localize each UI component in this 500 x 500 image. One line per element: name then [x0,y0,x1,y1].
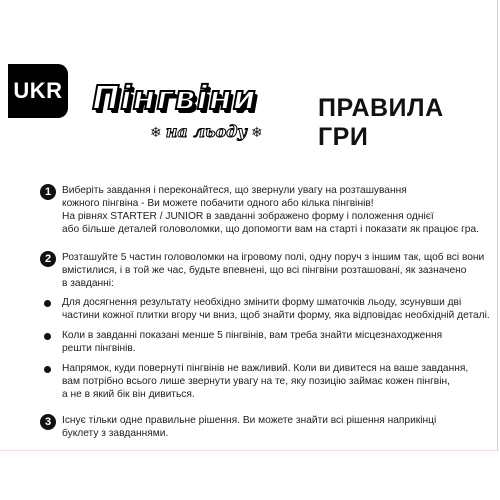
logo-subtitle: на льоду [165,122,247,141]
rule-line: буклету з завданнями. [62,428,169,439]
rules-title: ПРАВИЛА ГРИ [318,94,444,151]
rule-line: в завданні: [62,278,114,289]
rule-step-3 [62,414,477,440]
snowflake-icon: ❄ [250,123,263,140]
rule-line: вмістилися, і в той же час, будьте впевнені, що всі пінгвіни розташовані, як зазначено [62,265,467,276]
rule-line: Виберіть завдання і переконайтеся, що звернули увагу на розташування [62,185,407,196]
snowflake-icon: ❄ [150,123,162,140]
rule-line: Напрямок, куди повернуті пінгвінів не важливий. Коли ви дивитеся на ваше завдання, [62,363,469,374]
logo-title: Пінгвіни [88,78,261,117]
rule-line: Існує тільки одне правильне рішення. Ви можете знайти всі рішення наприкінці [62,415,437,426]
step-2-marker: 2 [40,251,56,267]
logo-subtitle-row [150,122,263,141]
language-badge: UKR [8,64,68,118]
bullet-dot [44,333,51,340]
step-1-marker: 1 [40,184,56,200]
rule-line: Для досягнення результату необхідно змінити форму шматочків льоду, зсунувши дві [62,297,462,308]
rule-line: вам потрібно всього лише звернути увагу на те, яку позицію займає кожен пінгвін, [62,376,450,387]
game-logo [88,78,287,158]
bullet-dot [44,366,51,373]
rule-line: а не в який бік він дивиться. [62,389,195,400]
rule-line: На рівнях STARTER / JUNIOR в завданні зображено форму і положення однієї [62,211,434,222]
rule-line: кожного пінгвіна - Ви можете побачити одного або кілька пінгвінів! [62,198,374,209]
rule-line: Розташуйте 5 частин головоломки на ігровому полі, одну поруч з іншим так, щоб всі вони [62,252,485,263]
rule-line: Коли в завданні показані менше 5 пінгвінів, вам треба знайти місцезнаходження [62,330,443,341]
step-3-marker: 3 [40,414,56,430]
rule-line: або більше деталей головоломки, що допомогти вам на старті і показати як працює гра. [62,224,479,235]
bullet-dot [44,300,51,307]
rule-step-1 [62,184,477,236]
rule-bullet-direction [62,362,477,401]
rule-step-2 [62,251,485,290]
rule-bullet-shape [62,296,490,322]
rule-line: частини кожної плитки вгору чи вниз, щоб знайти форму, яка відповідає необхідній деталі. [62,310,490,321]
rule-bullet-missing [62,329,477,355]
rule-line: решти пінгвінів. [62,343,136,354]
